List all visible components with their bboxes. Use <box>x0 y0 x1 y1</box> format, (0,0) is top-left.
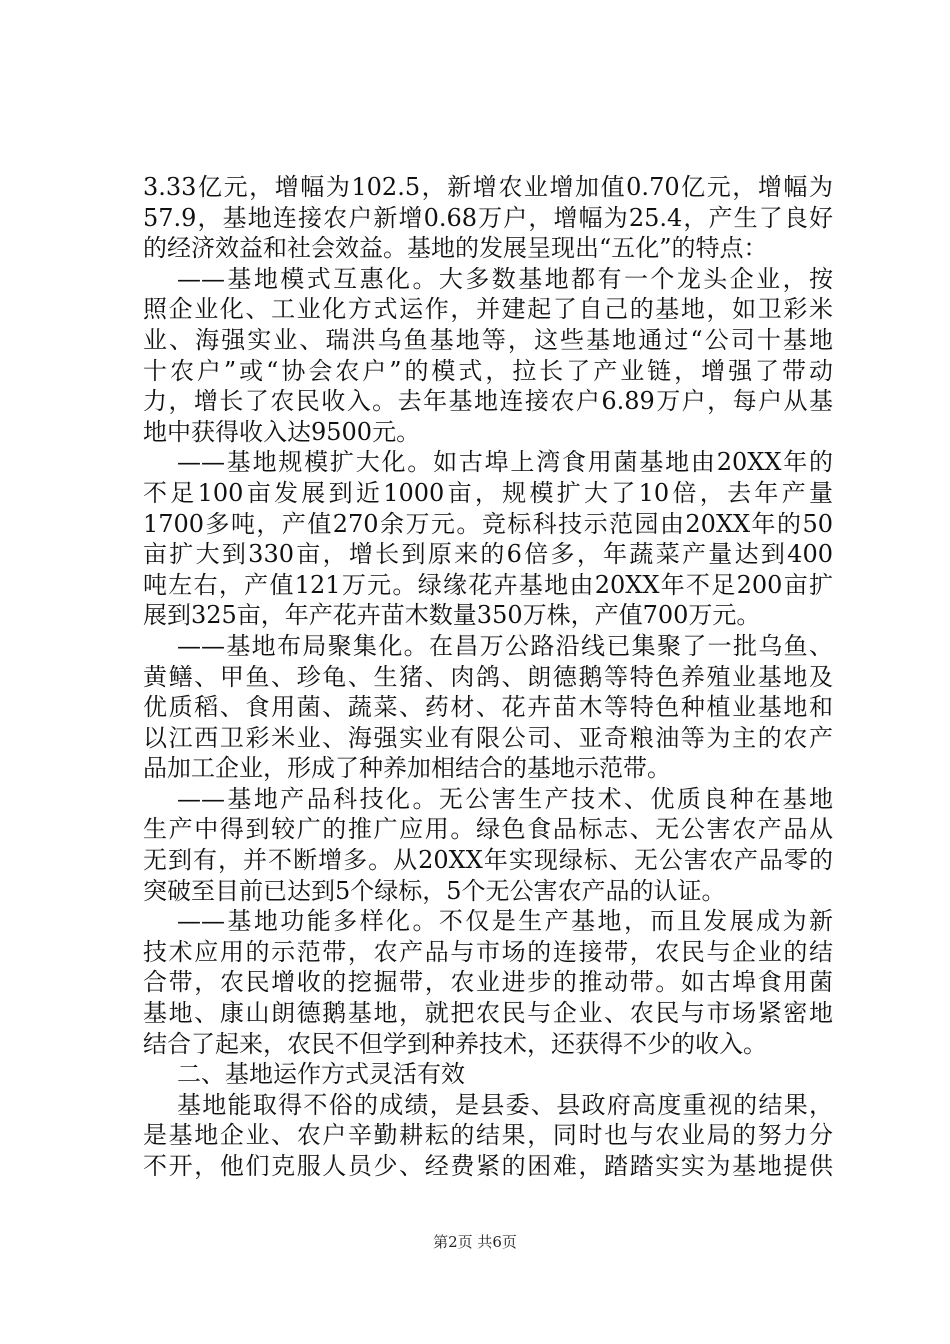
text-line: 基地能取得不俗的成绩，是县委、县政府高度重视的结果， <box>177 1090 833 1119</box>
text-line: 地中获得收入达9500元。 <box>143 417 421 446</box>
text-line: 突破至目前已达到5个绿标，5个无公害农产品的认证。 <box>143 876 726 905</box>
text-line: 1700多吨，产值270余万元。竞标科技示范园由20XX年的50 <box>143 509 833 538</box>
text-line: 是基地企业、农户辛勤耕耘的结果，同时也与农业局的努力分 <box>143 1121 833 1150</box>
text-line: 3.33亿元，增幅为102.5，新增农业增加值0.70亿元，增幅为 <box>143 173 833 201</box>
text-line: 结合了起来，农民不但学到种养技术，还获得不少的收入。 <box>143 1029 767 1058</box>
text-line: ——基地布局聚集化。在昌万公路沿线已集聚了一批乌鱼、 <box>177 631 833 660</box>
text-line: 照企业化、工业化方式运作，并建起了自己的基地，如卫彩米 <box>143 295 833 324</box>
text-line: 二、基地运作方式灵活有效 <box>177 1060 465 1089</box>
text-line: ——基地模式互惠化。大多数基地都有一个龙头企业，按 <box>177 264 833 293</box>
text-line: 不开，他们克服人员少、经费紧的困难，踏踏实实为基地提供 <box>143 1152 833 1180</box>
text-line: 基地、康山朗德鹅基地，就把农民与企业、农民与市场紧密地 <box>143 999 833 1028</box>
text-line: 黄鳝、甲鱼、珍龟、生猪、肉鸽、朗德鹅等特色养殖业基地及 <box>143 662 833 691</box>
text-line: ——基地规模扩大化。如古埠上湾食用菌基地由20XX年的 <box>177 448 833 477</box>
text-line: 无到有，并不断增多。从20XX年实现绿标、无公害农产品零的 <box>143 846 833 875</box>
text-line: 的经济效益和社会效益。基地的发展呈现出“五化”的特点： <box>143 234 768 263</box>
text-line: 57.9，基地连接农户新增0.68万户，增幅为25.4，产生了良好 <box>143 203 833 232</box>
text-line: 展到325亩，年产花卉苗木数量350万株，产值700万元。 <box>143 601 761 630</box>
text-line: ——基地功能多样化。不仅是生产基地，而且发展成为新 <box>177 907 833 936</box>
text-line: 优质稻、食用菌、蔬菜、药材、花卉苗木等特色种植业基地和 <box>143 693 833 722</box>
text-line: 合带，农民增收的挖掘带，农业进步的推动带。如古埠食用菌 <box>143 968 833 997</box>
text-line: 技术应用的示范带，农产品与市场的连接带，农民与企业的结 <box>143 937 833 966</box>
text-line: ——基地产品科技化。无公害生产技术、优质良种在基地 <box>177 784 833 813</box>
text-line: 吨左右，产值121万元。绿缘花卉基地由20XX年不足200亩扩 <box>143 570 833 599</box>
text-line: 生产中得到较广的推广应用。绿色食品标志、无公害农产品从 <box>143 815 833 844</box>
text-line: 业、海强实业、瑞洪乌鱼基地等，这些基地通过“公司十基地 <box>143 325 833 354</box>
text-line: 以江西卫彩米业、海强实业有限公司、亚奇粮油等为主的农产 <box>143 723 833 752</box>
document-body <box>143 172 833 1182</box>
page-number-footer: 第2页 共6页 <box>433 1233 517 1251</box>
text-line: 十农户”或“协会农户”的模式，拉长了产业链，增强了带动 <box>143 356 833 385</box>
text-line: 亩扩大到330亩，增长到原来的6倍多，年蔬菜产量达到400 <box>143 540 833 569</box>
text-line: 品加工企业，形成了种养加相结合的基地示范带。 <box>143 754 671 783</box>
text-line: 力，增长了农民收入。去年基地连接农户6.89万户，每户从基 <box>143 387 833 416</box>
text-line: 不足100亩发展到近1000亩，规模扩大了10倍，去年产量 <box>143 478 833 507</box>
